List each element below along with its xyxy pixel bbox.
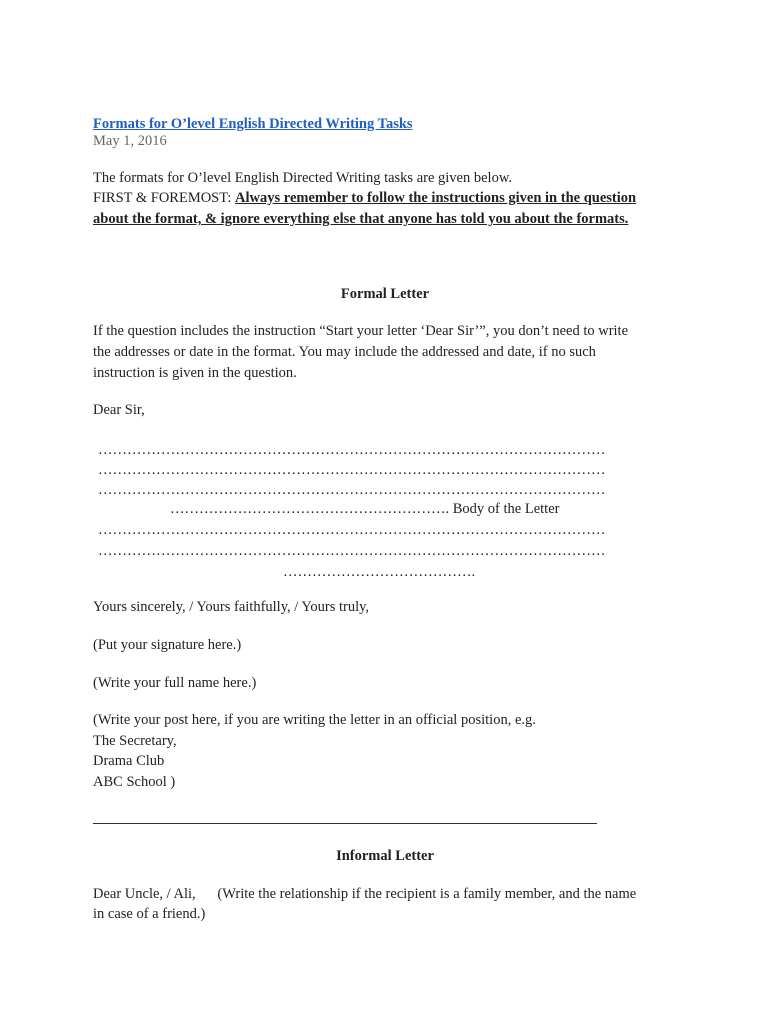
post-example-line: The Secretary, — [93, 733, 177, 749]
post-instruction: (Write your post here, if you are writing the letter in an official position, e.g. — [93, 712, 536, 728]
article-title-link[interactable]: Formats for O’level English Directed Writing Tasks — [93, 116, 413, 132]
formal-salutation: Dear Sir, — [93, 402, 145, 418]
formal-letter-heading: Formal Letter — [340, 286, 430, 302]
dotted-line: …………………………………………………………………………………………… — [98, 543, 606, 559]
formal-closing: Yours sincerely, / Yours faithfully, / Yours truly, — [93, 599, 370, 615]
informal-salutation-line: Dear Uncle, / Ali, (Write the relationship if the recipient is a family member, and the name — [93, 886, 637, 902]
post-example-line: ABC School ) — [93, 774, 176, 790]
dotted-line: …………………………………………………………………………………………… — [98, 462, 606, 478]
first-foremost-emphasis: Always remember to follow the instructions given in the question — [235, 190, 637, 206]
formal-instruction-line: If the question includes the instruction “Start your letter ‘Dear Sir’”, you don’t need to write — [93, 323, 629, 339]
first-foremost-emphasis-cont: about the format, & ignore everything else that anyone has told you about the formats. — [93, 211, 629, 227]
full-name-instruction: (Write your full name here.) — [93, 675, 257, 691]
post-example-line: Drama Club — [93, 753, 165, 769]
dotted-line-short: …………………………………. — [283, 564, 476, 580]
first-foremost-prefix: FIRST & FOREMOST: — [93, 190, 236, 206]
dotted-line: …………………………………………………………………………………………… — [98, 482, 606, 498]
first-foremost-line — [93, 188, 636, 208]
informal-salutation-line: in case of a friend.) — [93, 906, 206, 922]
article-date: May 1, 2016 — [93, 133, 167, 149]
intro-text: The formats for O’level English Directed Writing tasks are given below. — [93, 170, 512, 186]
section-divider — [93, 823, 597, 824]
formal-instruction-line: the addresses or date in the format. You may include the addressed and date, if no such — [93, 344, 596, 360]
body-of-letter-line: …………………………………………………. Body of the Letter — [170, 501, 560, 517]
dotted-line: …………………………………………………………………………………………… — [98, 522, 606, 538]
informal-letter-heading: Informal Letter — [336, 848, 434, 864]
signature-instruction: (Put your signature here.) — [93, 637, 242, 653]
dotted-line: …………………………………………………………………………………………… — [98, 442, 606, 458]
formal-instruction-line: instruction is given in the question. — [93, 365, 297, 381]
